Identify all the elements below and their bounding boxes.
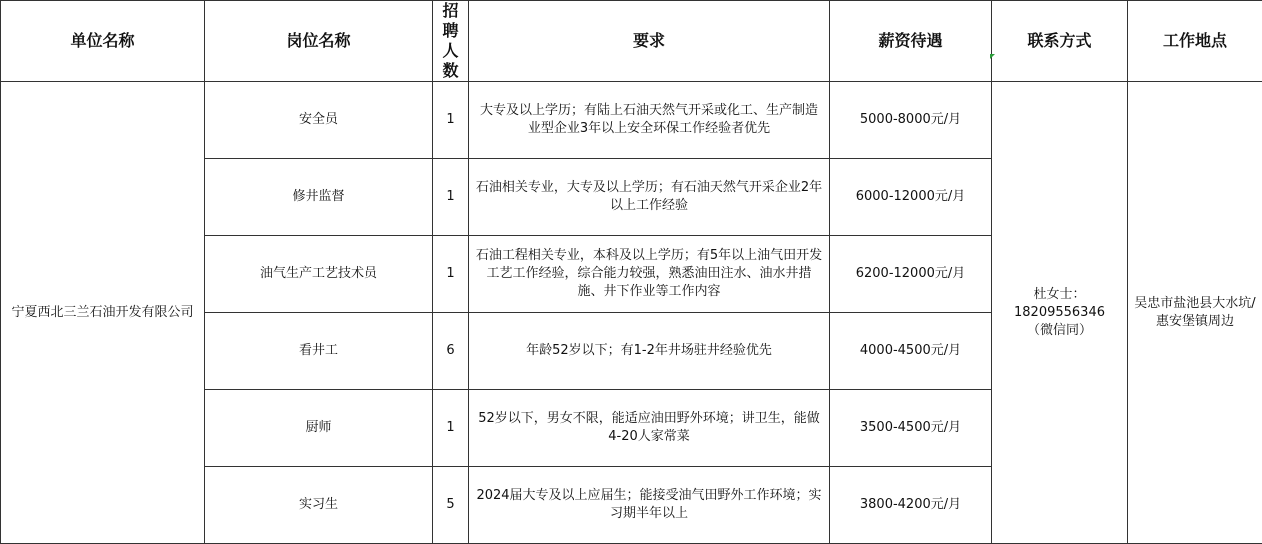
salary-cell: 6000-12000元/月 [830,159,992,236]
count-cell: 1 [433,390,469,467]
position-cell: 厨师 [205,390,433,467]
salary-cell: 6200-12000元/月 [830,236,992,313]
requirement-cell: 石油工程相关专业，本科及以上学历；有5年以上油气田开发工艺工作经验，综合能力较强，熟悉油田注水、油水井措施、井下作业等工作内容 [469,236,830,313]
company-name: 宁夏西北三兰石油开发有限公司 [1,82,205,544]
header-location: 工作地点 [1128,1,1262,82]
position-cell: 安全员 [205,82,433,159]
position-cell: 修井监督 [205,159,433,236]
contact-note: （微信同） [998,322,1121,340]
salary-cell: 3500-4500元/月 [830,390,992,467]
requirement-cell: 52岁以下，男女不限，能适应油田野外环境；讲卫生，能做4-20人家常菜 [469,390,830,467]
header-salary: 薪资待遇 [830,1,992,82]
contact-phone: 18209556346 [998,304,1121,322]
position-cell: 看井工 [205,313,433,390]
header-contact: 联系方式 [992,1,1128,82]
header-requirement: 要求 [469,1,830,82]
header-count: 招聘人数 [433,1,469,82]
requirement-cell: 大专及以上学历；有陆上石油天然气开采或化工、生产制造业型企业3年以上安全环保工作经验者优先 [469,82,830,159]
cell-comment-marker [990,54,995,59]
count-cell: 1 [433,82,469,159]
salary-cell: 3800-4200元/月 [830,467,992,544]
position-cell: 实习生 [205,467,433,544]
table-row [1,82,1262,159]
requirement-cell: 年龄52岁以下；有1-2年井场驻井经验优先 [469,313,830,390]
count-cell: 6 [433,313,469,390]
count-cell: 1 [433,159,469,236]
requirement-cell: 石油相关专业，大专及以上学历；有石油天然气开采企业2年以上工作经验 [469,159,830,236]
salary-cell: 5000-8000元/月 [830,82,992,159]
salary-cell: 4000-4500元/月 [830,313,992,390]
header-row [1,1,1262,82]
header-position: 岗位名称 [205,1,433,82]
contact-name: 杜女士： [998,286,1121,304]
position-cell: 油气生产工艺技术员 [205,236,433,313]
location-cell: 吴忠市盐池县大水坑/惠安堡镇周边 [1128,82,1262,544]
header-company: 单位名称 [1,1,205,82]
count-cell: 5 [433,467,469,544]
contact-cell [992,82,1128,544]
requirement-cell: 2024届大专及以上应届生；能接受油气田野外工作环境；实习期半年以上 [469,467,830,544]
count-cell: 1 [433,236,469,313]
